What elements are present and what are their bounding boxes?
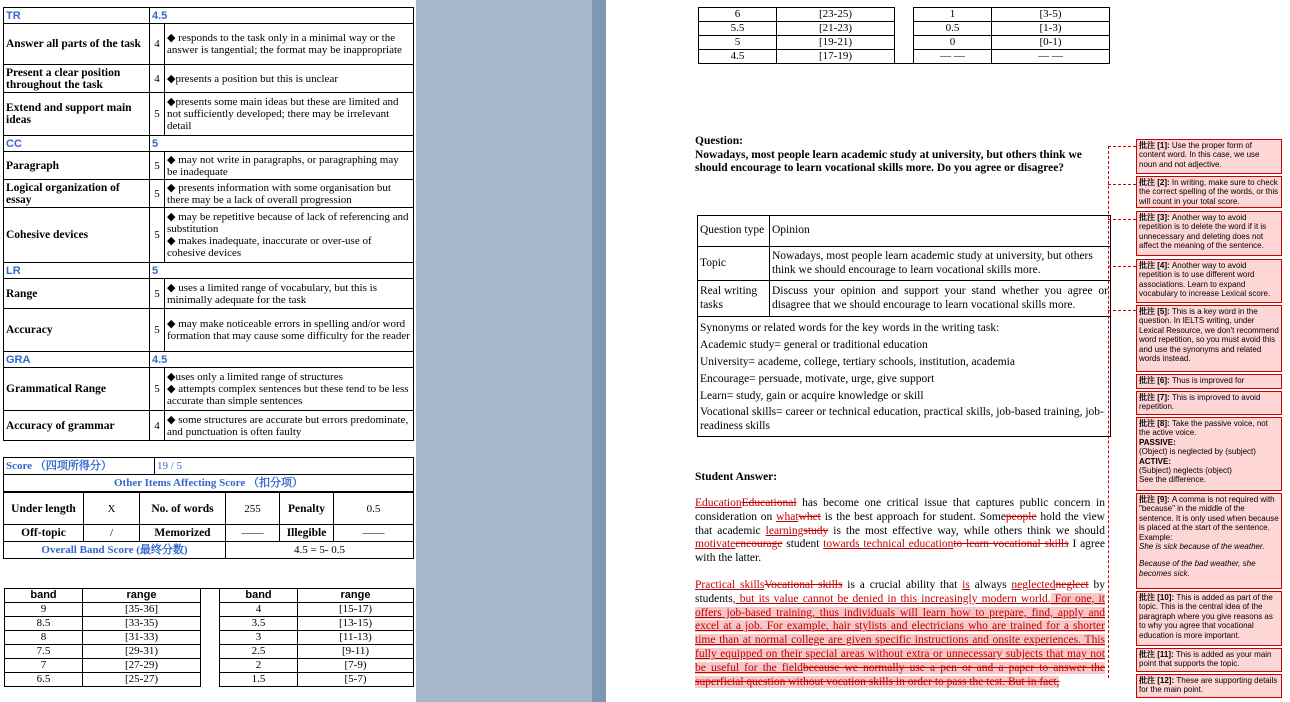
illegible-value: —— [334,525,414,542]
answer-text: is the most effective way, while others think we should [828,524,1105,537]
range-cell: [5-7) [298,673,414,687]
topic-value: Nowadays, most people learn academic study at university, but others think we should encourage to learn vocational skills more. [770,247,1111,281]
synonym-line: Academic study= general or traditional education [700,339,928,351]
deletion-text: study [803,524,829,537]
comment-tag: 批注 [9]: [1139,495,1170,504]
deletion-text: neglect [1055,579,1089,591]
comment-balloon[interactable] [1136,374,1282,389]
synonym-line: Learn= study, gain or acquire knowledge or skill [700,390,924,402]
criterion-score: 4 [150,24,165,65]
comment-text: Another way to avoid repetition is to delete the word if it is unnecessary and deleting does not affect the meaning of the sentence. [1139,213,1267,251]
range-cell: [1-3) [992,22,1110,36]
comment-balloon[interactable] [1136,417,1282,491]
range-cell: [21-23) [777,22,895,36]
comment-line: ACTIVE: [1139,456,1171,466]
comment-text: This is added as your main point that supports the topic. [1139,650,1272,669]
answer-text: hold the view that academic [695,510,1105,537]
comment-tag: 批注 [5]: [1139,307,1170,316]
qtype-label: Question type [698,216,770,247]
criterion-score: 5 [150,279,165,309]
comment-tag: 批注 [4]: [1139,261,1170,270]
comment-balloon[interactable] [1136,493,1282,589]
comment-connector [1108,146,1136,147]
comment-line: See the difference. [1139,475,1207,485]
range-header: range [83,589,201,603]
comment-balloon[interactable] [1136,211,1282,256]
band-cell: 0 [914,36,992,50]
band-header: band [5,589,83,603]
criterion-label: Logical organization of essay [4,180,150,208]
penalty-label: Penalty [280,493,334,525]
range-cell: [25-27) [83,673,201,687]
comment-tag: 批注 [1]: [1139,141,1170,150]
deletion-text: whet [798,510,821,523]
comment-tag: 批注 [11]: [1139,650,1174,659]
insertion-text: Education [695,497,742,509]
answer-text: always [969,579,1012,591]
num-words-value: 255 [226,493,280,525]
comment-text: Thus is improved for [1171,376,1245,385]
other-items-heading: Other Items Affecting Score （扣分项） [4,475,414,492]
comment-text: A comma is not required with "because" in the middle of the sentence. It is only used when because is placed at the start of the sentence. [1139,495,1279,533]
band-cell: 8.5 [5,617,83,631]
memorized-label: Memorized [140,525,226,542]
comment-line: Example: [1139,532,1173,542]
insertion-text: neglected [1011,579,1056,591]
comment-balloon[interactable] [1136,391,1282,415]
deletion-text: Vocational skills [764,579,843,591]
band-cell: 4 [220,603,298,617]
answer-text: by students [695,579,1106,605]
comment-balloon[interactable] [1136,674,1282,698]
score-label: Score （四项所得分） [4,458,155,475]
range-cell: [31-33) [83,631,201,645]
criterion-label: Paragraph [4,152,150,180]
question-analysis-table [697,215,1111,437]
comment-connector [1108,310,1136,311]
range-cell: [23-25) [777,8,895,22]
range-cell: [7-9) [298,659,414,673]
off-topic-label: Off-topic [4,525,84,542]
comment-balloon[interactable] [1136,176,1282,208]
insertion-text: motivate [695,538,736,551]
band-header: band [220,589,298,603]
answer-text: is the best approach for student. Some [820,510,1006,523]
student-answer-label: Student Answer: [695,471,778,483]
band-cell: 6 [699,8,777,22]
range-cell: [35-36] [83,603,201,617]
range-cell: [9-11) [298,645,414,659]
comment-tag: 批注 [7]: [1139,393,1170,402]
band-table [4,588,414,687]
comment-text: Take the passive voice, not the active voice. [1139,419,1268,438]
illegible-label: Illegible [280,525,334,542]
criterion-desc-line: ◆ attempts complex sentences but these tend to be less accurate than simple sentences [167,383,409,407]
deletion-text: because we normally use a pen or and a paper to answer the superficial question without vocation skills in order to pass the test. But in fact, [695,661,1105,688]
range-cell: [11-13) [298,631,414,645]
left-document-page [0,0,416,702]
answer-text: student [782,538,824,551]
band-cell: 7.5 [5,645,83,659]
insertion-text: is [962,579,970,591]
criterion-score: 4 [150,411,165,441]
comment-line: She is sick because of the weather. [1139,542,1265,552]
tasks-label: Real writing tasks [698,281,770,317]
overall-band-value: 4.5 = 5- 0.5 [226,542,414,559]
range-header: range [298,589,414,603]
criterion-label: Range [4,279,150,309]
deletion-text: to learn vocational skills [953,538,1069,551]
penalty-value: 0.5 [334,493,414,525]
page-gutter [416,0,592,702]
band-cell: 1.5 [220,673,298,687]
insertion-text: , but its value cannot be denied in this increasingly modern world. [732,592,1051,605]
comment-balloon[interactable] [1136,648,1282,672]
comment-text: This is a key word in the question. In IELTS writing, under Lexical Resource, we don't recommend word repetition, so you must avoid this and use the synonyms and related words instead. [1139,307,1279,364]
comment-tag: 批注 [10]: [1139,593,1175,602]
criterion-label: Cohesive devices [4,208,150,263]
comment-text: This is added as part of the topic. This is the central idea of the paragraph where you give reasons as to why you agree that vocational education is more important. [1139,593,1273,640]
criterion-desc: ◆ presents information with some organisation but there may be a lack of overall progression [165,180,414,208]
table-row [5,617,414,631]
synonyms-title: Synonyms or related words for the key words in the writing task: [700,322,1000,334]
band-cell: 5.5 [699,22,777,36]
band-cell: 5 [699,36,777,50]
band-cell: 2 [220,659,298,673]
band-cell: 6.5 [5,673,83,687]
deletion-text: Educational [741,497,797,509]
range-cell: [17-19) [777,50,895,64]
penalty-table [3,492,414,559]
comment-text: This is improved to avoid repetition. [1139,393,1261,412]
criterion-desc [165,368,414,411]
range-cell: [15-17) [298,603,414,617]
range-cell: [13-15) [298,617,414,631]
criterion-score: 5 [150,152,165,180]
range-cell: [29-31) [83,645,201,659]
band-cell: 3.5 [220,617,298,631]
comment-line: (Subject) neglects (object) [1139,466,1232,476]
cc-score: 5 [150,136,414,152]
band-cell: 1 [914,8,992,22]
deletion-text: encourage [735,538,783,551]
band-cell: 0.5 [914,22,992,36]
tr-code: TR [4,8,150,24]
comment-text: Another way to avoid repetition is to use different word associations. Learn to expand vocabulary to increase Lexical score. [1139,261,1271,299]
range-cell: [33-35) [83,617,201,631]
range-cell: — — [992,50,1110,64]
synonym-line: University= academe, college, tertiary schools, institution, academia [700,356,1015,368]
tr-score: 4.5 [150,8,414,24]
comment-tag: 批注 [6]: [1139,376,1170,385]
criterion-desc [165,208,414,263]
table-row [5,673,414,687]
criterion-desc: ◆presents some main ideas but these are limited and not sufficiently developed; there may be irrelevant detail [165,93,414,136]
score-value: 19 / 5 [155,458,414,475]
topic-label: Topic [698,247,770,281]
comment-tag: 批注 [3]: [1139,213,1170,222]
criterion-label: Grammatical Range [4,368,150,411]
criterion-desc: ◆ may not write in paragraphs, or paragraphing may be inadequate [165,152,414,180]
qtype-value: Opinion [770,216,1111,247]
range-cell: [27-29) [83,659,201,673]
cc-code: CC [4,136,150,152]
insertion-text: learning [765,524,804,537]
overall-band-label: Overall Band Score (最终分数) [4,542,226,559]
band-cell: 2.5 [220,645,298,659]
comment-tag: 批注 [12]: [1139,676,1175,685]
band-cell: 9 [5,603,83,617]
comment-connector [1108,266,1136,267]
comment-balloon[interactable] [1136,591,1282,646]
under-length-label: Under length [4,493,84,525]
under-length-value: X [84,493,140,525]
question-text: Nowadays, most people learn academic study at university, but others think we should encourage to learn vocational skills more. Do you agree or disagree? [695,148,1082,174]
comment-text: Use the proper form of content word. In this case, we use noun and not adjective. [1139,141,1260,169]
lr-score: 5 [150,263,414,279]
criterion-score: 5 [150,368,165,411]
comment-balloon[interactable] [1136,139,1282,174]
answer-text: I agree with the latter. [695,538,1105,565]
rubric-table [3,7,414,441]
table-row [699,36,1110,50]
question-block [695,135,1107,176]
synonyms-cell [698,317,1111,437]
criterion-desc-line: ◆ may be repetitive because of lack of referencing and substitution [167,211,409,235]
comment-line: (Object) is neglected by (subject) [1139,447,1256,457]
table-row [5,659,414,673]
criterion-desc: ◆ uses a limited range of vocabulary, but this is minimally adequate for the task [165,279,414,309]
criterion-desc: ◆ may make noticeable errors in spelling and/or word formation that may cause some difficulty for the reader [165,309,414,352]
insertion-text: For one, it offers job-based training, thus individuals will learn how to prepare, find, apply and excel at a job. [695,592,1105,633]
criterion-label: Extend and support main ideas [4,93,150,136]
num-words-label: No. of words [140,493,226,525]
comment-text: In writing, make sure to check the correct spelling of the words, or this will count in your total score. [1139,178,1279,206]
comment-tag: 批注 [8]: [1139,419,1170,428]
insertion-text: towards technical education [823,538,954,551]
criterion-label: Accuracy of grammar [4,411,150,441]
table-row [699,22,1110,36]
off-topic-value: / [84,525,140,542]
comment-balloon[interactable] [1136,305,1282,372]
synonym-line: Encourage= persuade, motivate, urge, give support [700,373,935,385]
criterion-label: Present a clear position throughout the task [4,65,150,93]
comment-connector [1108,184,1136,185]
comment-line: Because of the bad weather, she becomes sick. [1139,559,1256,578]
comment-tag: 批注 [2]: [1139,178,1170,187]
criterion-label: Answer all parts of the task [4,24,150,65]
comment-connector [1108,146,1109,678]
comment-line: PASSIVE: [1139,437,1176,447]
synonym-line: Vocational skills= career or technical education, practical skills, job-based training, job-readiness skills [700,406,1104,432]
criterion-score: 5 [150,309,165,352]
gra-score: 4.5 [150,352,414,368]
band-table-continued [698,7,1110,64]
answer-text: has become one critical issue that captures public concern in consideration on [695,497,1105,523]
lr-code: LR [4,263,150,279]
insertion-text: For example, hair stylists and electricians who are trained for a shorter time than at normal college are given specific instructions and onsite experiences. This fully equipped on their special areas without extra or unnecessary subjects that may not be useful for the field [695,620,1105,674]
table-row [699,8,1110,22]
criterion-desc: ◆presents a position but this is unclear [165,65,414,93]
band-cell: 8 [5,631,83,645]
range-cell: [19-21) [777,36,895,50]
tasks-value: Discuss your opinion and support your stand whether you agree or disagree that we should encourage to learn vocational skills more. [770,281,1111,317]
student-paragraph-1 [695,497,1105,566]
criterion-desc-line: ◆ makes inadequate, inaccurate or over-use of cohesive devices [167,235,372,259]
answer-text: is a crucial ability that [842,579,963,591]
vertical-scrollbar[interactable] [592,0,606,702]
insertion-text: Practical skills [695,579,765,591]
gra-code: GRA [4,352,150,368]
insertion-text: what [776,510,799,523]
table-row [699,50,1110,64]
band-cell: 4.5 [699,50,777,64]
criterion-score: 5 [150,93,165,136]
band-cell: — — [914,50,992,64]
table-row [5,645,414,659]
score-summary-table [3,457,414,492]
question-label: Question: [695,135,743,147]
band-cell: 3 [220,631,298,645]
comment-text: These are supporting details for the main point. [1139,676,1278,695]
comment-connector [1108,219,1136,220]
deletion-text: people [1005,510,1037,523]
criterion-label: Accuracy [4,309,150,352]
criterion-desc-line: ◆uses only a limited range of structures [167,371,343,383]
criterion-score: 4 [150,65,165,93]
range-cell: [3-5) [992,8,1110,22]
band-cell: 7 [5,659,83,673]
criterion-score: 5 [150,208,165,263]
criterion-desc: ◆ responds to the task only in a minimal way or the answer is tangential; the format may be inappropriate [165,24,414,65]
student-paragraph-2 [695,579,1105,689]
table-row [5,631,414,645]
table-row [5,603,414,617]
range-cell: [0-1) [992,36,1110,50]
memorized-value: —— [226,525,280,542]
criterion-score: 5 [150,180,165,208]
comment-balloon[interactable] [1136,259,1282,303]
criterion-desc: ◆ some structures are accurate but errors predominate, and punctuation is often faulty [165,411,414,441]
